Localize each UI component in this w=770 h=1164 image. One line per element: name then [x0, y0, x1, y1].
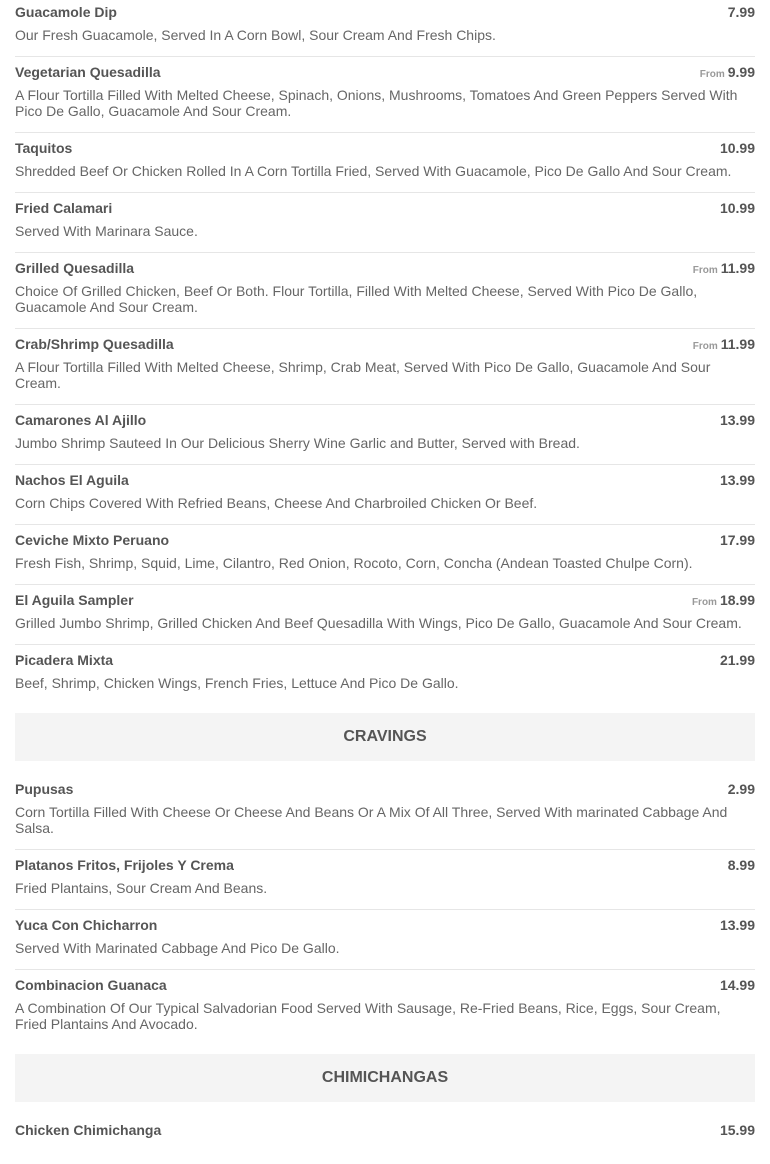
menu-item[interactable] [15, 468, 755, 525]
menu-item[interactable] [15, 332, 755, 405]
item-price [717, 140, 755, 159]
item-name: Nachos El Aguila [15, 472, 129, 488]
price-value: 7.99 [727, 4, 755, 20]
menu-item[interactable] [15, 196, 755, 253]
item-description: Corn Tortilla Filled With Cheese Or Cheese And Beans Or A Mix Of All Three, Served With marinated Cabbage And Salsa. [15, 804, 728, 836]
item-price [693, 260, 755, 279]
menu-item[interactable] [15, 0, 755, 57]
section-header: CRAVINGS [15, 713, 755, 761]
price-value: 15.99 [719, 1122, 755, 1138]
price-from-label: From [691, 597, 717, 608]
item-description: A Combination Of Our Typical Salvadorian Food Served With Sausage, Re-Fried Beans, Rice, Eggs, Sour Cream, Fried Plantains And Avocado. [15, 1000, 721, 1032]
item-price [692, 592, 755, 611]
menu-item[interactable] [15, 777, 755, 850]
price-value: 10.99 [719, 140, 755, 156]
price-value: 18.99 [719, 592, 755, 608]
item-name: Platanos Fritos, Frijoles Y Crema [15, 857, 234, 873]
item-price [717, 412, 755, 431]
price-value: 21.99 [719, 652, 755, 668]
menu-item[interactable] [15, 1118, 755, 1151]
menu-section-appetizers [15, 0, 755, 704]
menu-item[interactable] [15, 136, 755, 193]
item-description: A Flour Tortilla Filled With Melted Cheese, Spinach, Onions, Mushrooms, Tomatoes And Green Peppers Served With Pico De Gallo, Guacamole And Sour Cream. [15, 87, 738, 119]
item-price [717, 472, 755, 491]
price-value: 10.99 [719, 200, 755, 216]
item-name: Vegetarian Quesadilla [15, 64, 161, 80]
item-name: Camarones Al Ajillo [15, 412, 147, 428]
price-from-label: From [699, 69, 725, 80]
item-price [717, 532, 755, 551]
price-value: 14.99 [719, 977, 755, 993]
item-description: Beef, Shrimp, Chicken Wings, French Fries, Lettuce And Pico De Gallo. [15, 675, 459, 691]
item-description: Fried Plantains, Sour Cream And Beans. [15, 880, 268, 896]
item-name: Fried Calamari [15, 200, 113, 216]
item-description: Jumbo Shrimp Sauteed In Our Delicious Sherry Wine Garlic and Butter, Served with Bread. [15, 435, 580, 451]
item-name: Guacamole Dip [15, 4, 117, 20]
item-price [725, 4, 755, 23]
price-value: 9.99 [727, 64, 755, 80]
menu-item[interactable] [15, 588, 755, 645]
item-price [700, 64, 755, 83]
menu-item[interactable] [15, 60, 755, 133]
price-value: 8.99 [727, 857, 755, 873]
item-description: Served With Marinara Sauce. [15, 223, 198, 239]
price-value: 13.99 [719, 917, 755, 933]
section-header: CHIMICHANGAS [15, 1054, 755, 1102]
price-value: 11.99 [720, 260, 755, 276]
menu-section-chimichangas [15, 1054, 755, 1151]
item-name: Ceviche Mixto Peruano [15, 532, 170, 548]
menu-item[interactable] [15, 913, 755, 970]
menu-item[interactable] [15, 408, 755, 465]
price-from-label: From [692, 341, 718, 352]
price-value: 2.99 [727, 781, 755, 797]
item-price [717, 200, 755, 219]
item-price [717, 917, 755, 936]
price-value: 13.99 [719, 472, 755, 488]
item-name: Chicken Chimichanga [15, 1122, 162, 1138]
price-value: 13.99 [719, 412, 755, 428]
item-price [717, 652, 755, 671]
item-description: A Flour Tortilla Filled With Melted Cheese, Shrimp, Crab Meat, Served With Pico De Gallo, Guacamole And Sour Cream. [15, 359, 711, 391]
item-name: Combinacion Guanaca [15, 977, 167, 993]
item-description: Grilled Jumbo Shrimp, Grilled Chicken And Beef Quesadilla With Wings, Pico De Gallo, Guacamole And Sour Cream. [15, 615, 742, 631]
menu-item[interactable] [15, 853, 755, 910]
item-name: Taquitos [15, 140, 73, 156]
item-price [725, 857, 755, 876]
item-name: Grilled Quesadilla [15, 260, 135, 276]
item-name: Yuca Con Chicharron [15, 917, 158, 933]
item-description: Fresh Fish, Shrimp, Squid, Lime, Cilantro, Red Onion, Rocoto, Corn, Concha (Andean Toasted Chulpe Corn). [15, 555, 693, 571]
item-price [725, 781, 755, 800]
item-price [717, 977, 755, 996]
item-name: Crab/Shrimp Quesadilla [15, 336, 174, 352]
menu-item[interactable] [15, 973, 755, 1045]
item-name: El Aguila Sampler [15, 592, 134, 608]
item-description: Choice Of Grilled Chicken, Beef Or Both. Flour Tortilla, Filled With Melted Cheese, Served With Pico De Gallo, Guacamole And Sour Cream. [15, 283, 698, 315]
menu-item[interactable] [15, 528, 755, 585]
item-name: Pupusas [15, 781, 74, 797]
item-name: Picadera Mixta [15, 652, 114, 668]
price-from-label: From [692, 265, 718, 276]
item-price [693, 336, 755, 355]
item-price [717, 1122, 755, 1141]
item-description: Served With Marinated Cabbage And Pico De Gallo. [15, 940, 340, 956]
item-description: Shredded Beef Or Chicken Rolled In A Corn Tortilla Fried, Served With Guacamole, Pico De Gallo And Sour Cream. [15, 163, 732, 179]
item-description: Corn Chips Covered With Refried Beans, Cheese And Charbroiled Chicken Or Beef. [15, 495, 538, 511]
menu-item[interactable] [15, 256, 755, 329]
menu-section-cravings [15, 713, 755, 1045]
price-value: 11.99 [720, 336, 755, 352]
menu-item[interactable] [15, 648, 755, 704]
item-description: Our Fresh Guacamole, Served In A Corn Bowl, Sour Cream And Fresh Chips. [15, 27, 496, 43]
price-value: 17.99 [719, 532, 755, 548]
